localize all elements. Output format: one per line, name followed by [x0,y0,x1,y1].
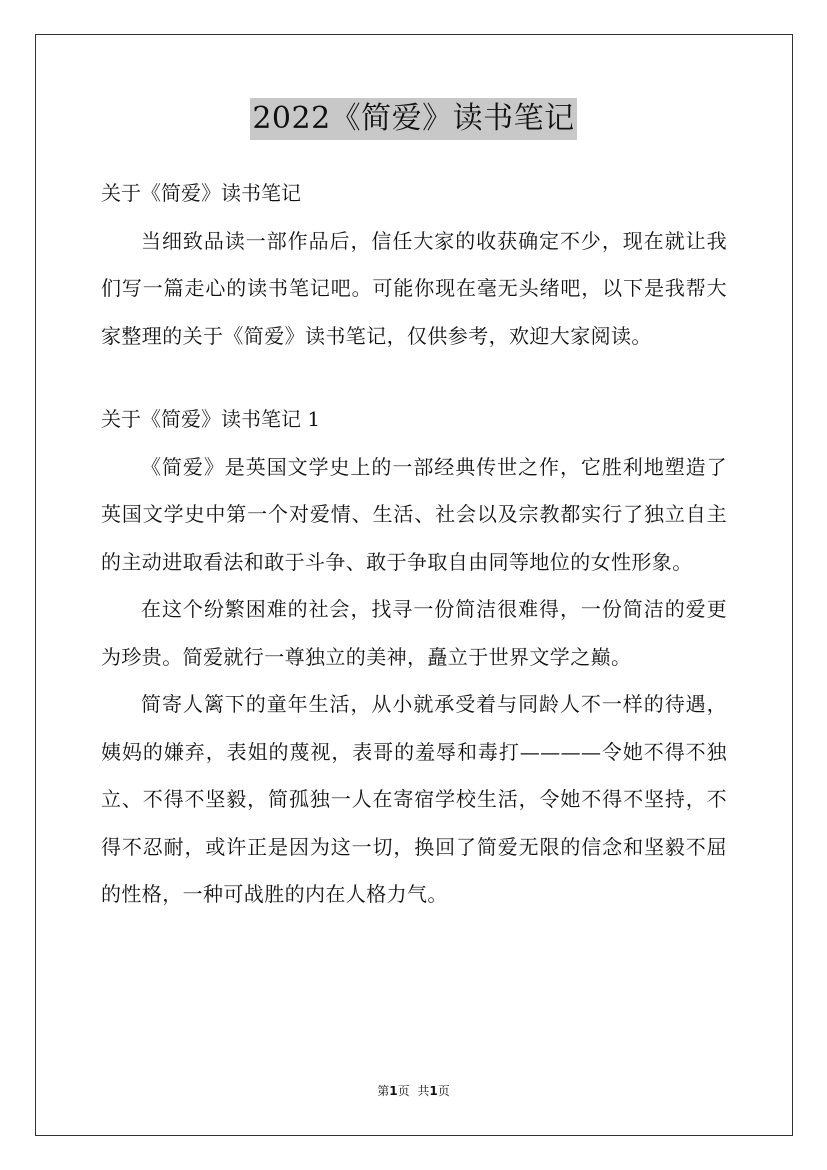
intro-heading: 关于《简爱》读书笔记 [101,181,301,205]
page-number: 1 [389,1084,398,1098]
page-suffix: 页 [397,1084,410,1098]
document-title: 2022《简爱》读书笔记 [250,98,576,140]
body-paragraph-2: 在这个纷繁困难的社会，找寻一份简洁很难得，一份简洁的爱更为珍贵。简爱就行一尊独立的美神，矗立于世界文学之巅。 [101,597,727,669]
section-heading: 关于《简爱》读书笔记 1 [101,407,321,431]
body-paragraph-1: 《简爱》是英国文学史上的一部经典传世之作，它胜利地塑造了英国文学史中第一个对爱情、生活、社会以及宗教都实行了独立自主的主动进取看法和敢于斗争、敢于争取自由同等地位的女性形象。 [101,454,727,574]
page-prefix: 第 [377,1084,390,1098]
total-prefix: 共 [417,1084,430,1098]
document-body [101,170,727,919]
title-container [0,98,827,140]
page-footer [0,1083,827,1099]
body-paragraph-3: 简寄人篱下的童年生活，从小就承受着与同龄人不一样的待遇，姨妈的嫌弃，表姐的蔑视，表哥的羞辱和毒打————令她不得不独立、不得不坚毅，简孤独一人在寄宿学校生活，令她不得不坚持，不得不忍耐，或许正是因为这一切，换回了简爱无限的信念和坚毅不屈的性格，一种可战胜的内在人格力气。 [101,692,727,906]
intro-paragraph: 当细致品读一部作品后，信任大家的收获确定不少，现在就让我们写一篇走心的读书笔记吧。可能你现在毫无头绪吧，以下是我帮大家整理的关于《简爱》读书笔记，仅供参考，欢迎大家阅读。 [101,228,727,348]
total-suffix: 页 [437,1084,450,1098]
section-spacer [101,360,727,396]
total-number: 1 [429,1084,438,1098]
